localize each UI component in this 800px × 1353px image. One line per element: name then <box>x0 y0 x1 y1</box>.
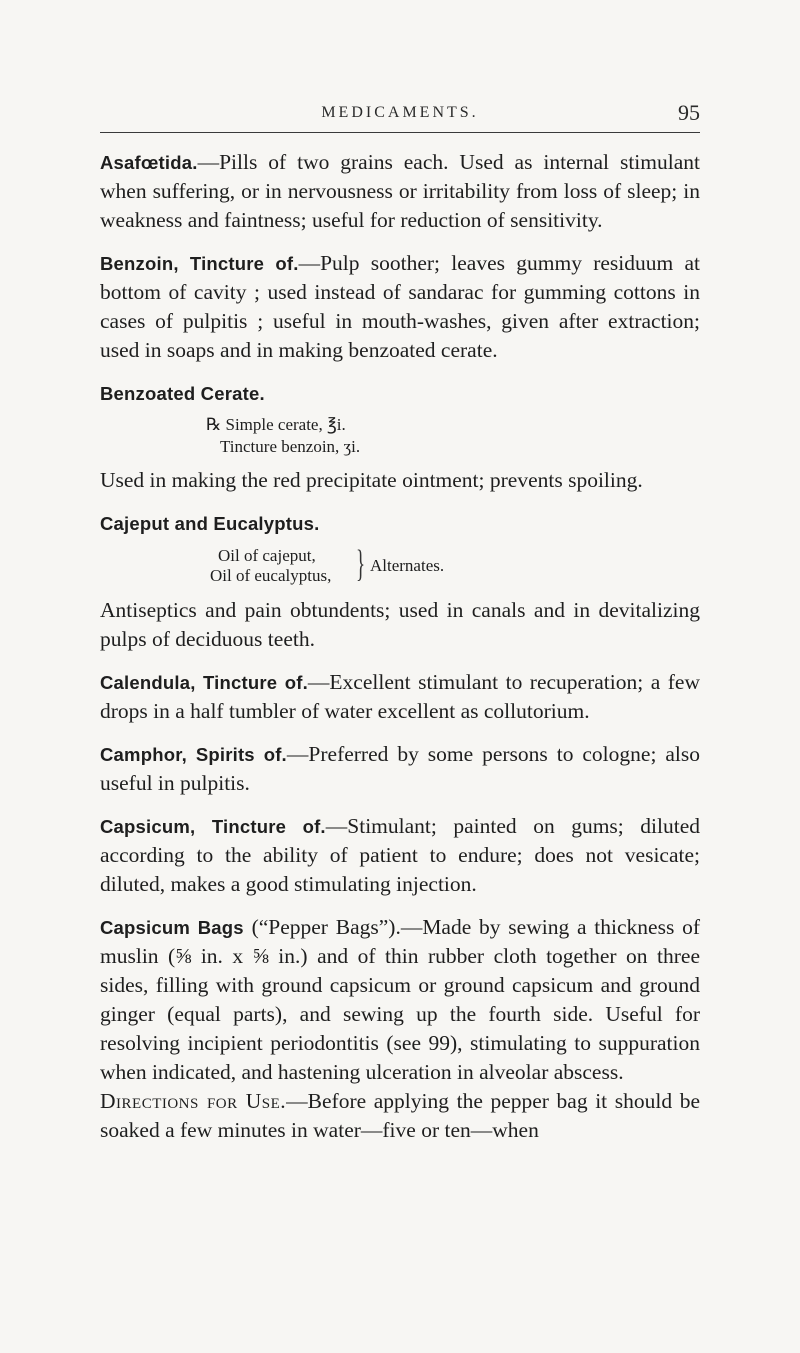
running-head <box>100 100 700 128</box>
prescription-block <box>100 414 700 458</box>
cajeput-heading-row <box>100 509 700 538</box>
benzoated-cerate-heading-row <box>100 379 700 408</box>
entry-text: —Pulp soother; leaves gummy residuum at bottom of cavity ; used instead of sandarac for gumming cottons in cases of pulpitis ; useful in mouth-washes, given after extraction; used in soaps and in making benzoated cerate. <box>100 251 700 362</box>
cajeput-text: Antiseptics and pain obtundents; used in canals and in devitalizing pulps of deciduous teeth. <box>100 598 700 651</box>
entry-benzoin <box>100 249 700 365</box>
benzoated-cerate-text: Used in making the red precipitate ointment; prevents spoiling. <box>100 468 643 492</box>
entry-text: —Preferred by some persons to cologne; also useful in pulpitis. <box>100 742 700 795</box>
entry-capsicum-bags <box>100 913 700 1145</box>
running-title: MEDICAMENTS. <box>321 104 479 121</box>
entry-term: Capsicum, Tincture of. <box>100 816 326 837</box>
prescription-line: Tincture benzoin, ʒi. <box>220 437 361 456</box>
alternates-lines <box>210 546 331 586</box>
entry-text: —Excellent stimulant to recuperation; a few drops in a half tumbler of water excellent as collutorium. <box>100 670 700 723</box>
entry-text: —Pills of two grains each. Used as internal stimulant when suffering, or in nervousness or irritability from loss of sleep; in weakness and faintness; useful for reduction of sensitivity. <box>100 150 700 232</box>
entry-term: Camphor, Spirits of. <box>100 744 287 765</box>
alternate-line: Oil of cajeput, <box>218 546 316 565</box>
alternates-block <box>100 544 700 590</box>
entry-text: (“Pepper Bags”).—Made by sewing a thickness of muslin (⅝ in. x ⅝ in.) and of thin rubber cloth together on three sides, filling with ground capsicum or ground capsicum and ground ginger (equal parts), and sewing up the fourth side. Useful for resolving incipient periodontitis (see 99), stimulating to suppuration when indicated, and hastening ulceration in alveolar abscess. <box>100 915 700 1084</box>
brace: } <box>356 543 366 585</box>
entry-asafoetida <box>100 148 700 235</box>
entry-capsicum-tincture <box>100 812 700 899</box>
directions-text: —Before applying the pepper bag it should be soaked a few minutes in water—five or ten—when <box>100 1089 700 1142</box>
cajeput-heading: Cajeput and Eucalyptus. <box>100 513 320 534</box>
directions-label: Directions for Use. <box>100 1089 287 1113</box>
directions-paragraph <box>100 1087 700 1145</box>
alternates-label: Alternates. <box>370 556 445 575</box>
entry-term: Capsicum Bags <box>100 917 244 938</box>
page-body <box>100 148 700 1159</box>
entry-camphor <box>100 740 700 798</box>
alternate-line: Oil of eucalyptus, <box>210 566 332 585</box>
entry-term: Calendula, Tincture of. <box>100 672 308 693</box>
entry-text: —Stimulant; painted on gums; diluted according to the ability of patient to endure; does not vesicate; diluted, makes a good stimulating injection. <box>100 814 701 896</box>
prescription-line: ℞ Simple cerate, ℥i. <box>206 415 346 434</box>
entry-term: Asafœtida. <box>100 152 198 173</box>
entry-term: Benzoin, Tincture of. <box>100 253 299 274</box>
page-number: 95 <box>678 100 700 125</box>
benzoated-cerate-heading: Benzoated Cerate. <box>100 383 265 404</box>
capsicum-bags-paragraph <box>100 913 700 1087</box>
entry-calendula <box>100 668 700 726</box>
header-rule <box>100 132 700 133</box>
